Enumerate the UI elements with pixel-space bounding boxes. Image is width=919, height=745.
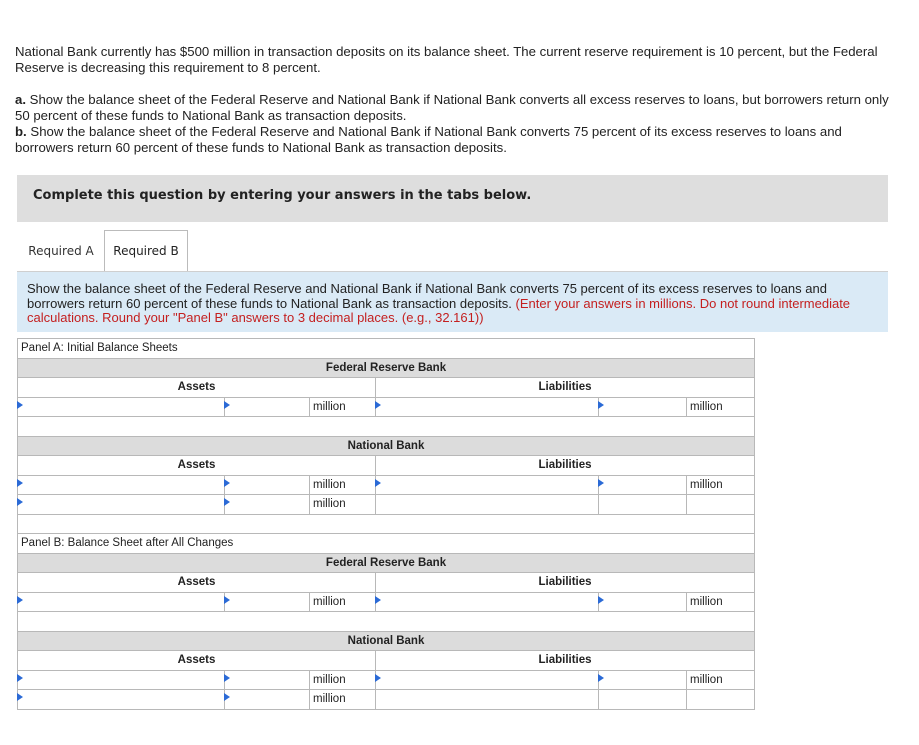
panel-note: (Enter your answers in millions. Do not round intermediate calculations. Round your "Panel B" answers to 3 decimal places. (e.g., 32.161)) (27, 295, 851, 325)
empty-cell (687, 495, 755, 515)
dropdown-arrow-icon (17, 596, 23, 604)
empty-cell (599, 495, 687, 515)
asset-amount-input[interactable] (225, 592, 310, 612)
asset-amount-input[interactable] (225, 475, 310, 495)
part-a-text (15, 92, 895, 124)
liability-amount-input[interactable] (599, 475, 687, 495)
asset-account-select[interactable] (18, 495, 225, 515)
table-row (18, 397, 755, 417)
unit-label: million (687, 397, 755, 417)
dropdown-arrow-icon (224, 596, 230, 604)
asset-account-select[interactable] (18, 690, 225, 710)
asset-account-select[interactable] (18, 670, 225, 690)
asset-amount-input[interactable] (225, 690, 310, 710)
dropdown-arrow-icon (17, 693, 23, 701)
asset-amount-input[interactable] (225, 397, 310, 417)
assets-header: Assets (18, 456, 376, 476)
balance-sheet-table (17, 338, 755, 710)
dropdown-arrow-icon (598, 674, 604, 682)
panel-a-title: Panel A: Initial Balance Sheets (18, 339, 755, 359)
problem-statement (15, 44, 895, 156)
empty-cell (687, 690, 755, 710)
assets-header: Assets (18, 573, 376, 593)
dropdown-arrow-icon (17, 498, 23, 506)
table-row (18, 475, 755, 495)
liability-amount-input[interactable] (599, 670, 687, 690)
part-b-label: b. (15, 124, 27, 139)
dropdown-arrow-icon (224, 479, 230, 487)
dropdown-arrow-icon (375, 596, 381, 604)
part-a-body: Show the balance sheet of the Federal Reserve and National Bank if National Bank converts all excess reserves to loans, but borrowers return only 50 percent of these funds to National Bank as transaction deposits. (15, 92, 889, 123)
liabilities-header: Liabilities (376, 378, 755, 398)
dropdown-arrow-icon (375, 674, 381, 682)
unit-label: million (310, 592, 376, 612)
dropdown-arrow-icon (224, 693, 230, 701)
unit-label: million (310, 690, 376, 710)
liabilities-header: Liabilities (376, 573, 755, 593)
dropdown-arrow-icon (224, 498, 230, 506)
unit-label: million (687, 670, 755, 690)
panel-instruction: Show the balance sheet of the Federal Reserve and National Bank if National Bank converts 75 percent of its excess reserves to loans and borrowers return 60 percent of these funds to National Bank as transaction deposits. (27, 281, 827, 311)
dropdown-arrow-icon (598, 401, 604, 409)
part-b-text (15, 124, 895, 156)
table-row (18, 670, 755, 690)
unit-label: million (310, 397, 376, 417)
empty-cell (376, 690, 599, 710)
spacer-row (18, 417, 755, 437)
asset-amount-input[interactable] (225, 495, 310, 515)
table-row (18, 690, 755, 710)
unit-label: million (687, 475, 755, 495)
asset-account-select[interactable] (18, 592, 225, 612)
liability-amount-input[interactable] (599, 592, 687, 612)
panel-b-title: Panel B: Balance Sheet after All Changes (18, 534, 755, 554)
table-row (18, 495, 755, 515)
spacer-row (18, 612, 755, 632)
assets-header: Assets (18, 651, 376, 671)
asset-account-select[interactable] (18, 475, 225, 495)
unit-label: million (310, 475, 376, 495)
unit-label: million (310, 495, 376, 515)
part-b-body: Show the balance sheet of the Federal Reserve and National Bank if National Bank converts 75 percent of its excess reserves to loans and borrowers return 60 percent of these funds to National Bank as transaction deposits. (15, 124, 842, 155)
unit-label: million (687, 592, 755, 612)
national-header-a: National Bank (18, 436, 755, 456)
fed-header-a: Federal Reserve Bank (18, 358, 755, 378)
problem-intro: National Bank currently has $500 million in transaction deposits on its balance sheet. The current reserve requirement is 10 percent, but the Federal Reserve is decreasing this requirement to 8 percent. (15, 44, 878, 75)
unit-label: million (310, 670, 376, 690)
liabilities-header: Liabilities (376, 456, 755, 476)
liability-account-select[interactable] (376, 670, 599, 690)
liability-account-select[interactable] (376, 592, 599, 612)
instruction-text: Complete this question by entering your answers in the tabs below. (33, 188, 532, 203)
liability-account-select[interactable] (376, 475, 599, 495)
dropdown-arrow-icon (224, 674, 230, 682)
spacer-row (18, 514, 755, 534)
national-header-b: National Bank (18, 631, 755, 651)
tab-required-b[interactable]: Required B (104, 230, 188, 271)
dropdown-arrow-icon (17, 479, 23, 487)
asset-account-select[interactable] (18, 397, 225, 417)
fed-header-b: Federal Reserve Bank (18, 553, 755, 573)
dropdown-arrow-icon (224, 401, 230, 409)
table-row (18, 592, 755, 612)
dropdown-arrow-icon (17, 401, 23, 409)
dropdown-arrow-icon (375, 479, 381, 487)
dropdown-arrow-icon (375, 401, 381, 409)
part-a-label: a. (15, 92, 26, 107)
dropdown-arrow-icon (17, 674, 23, 682)
empty-cell (599, 690, 687, 710)
tab-panel-description (17, 272, 888, 332)
dropdown-arrow-icon (598, 479, 604, 487)
assets-header: Assets (18, 378, 376, 398)
tab-required-a[interactable]: Required A (28, 243, 94, 258)
empty-cell (376, 495, 599, 515)
dropdown-arrow-icon (598, 596, 604, 604)
liabilities-header: Liabilities (376, 651, 755, 671)
instruction-banner (17, 175, 888, 222)
asset-amount-input[interactable] (225, 670, 310, 690)
liability-amount-input[interactable] (599, 397, 687, 417)
liability-account-select[interactable] (376, 397, 599, 417)
